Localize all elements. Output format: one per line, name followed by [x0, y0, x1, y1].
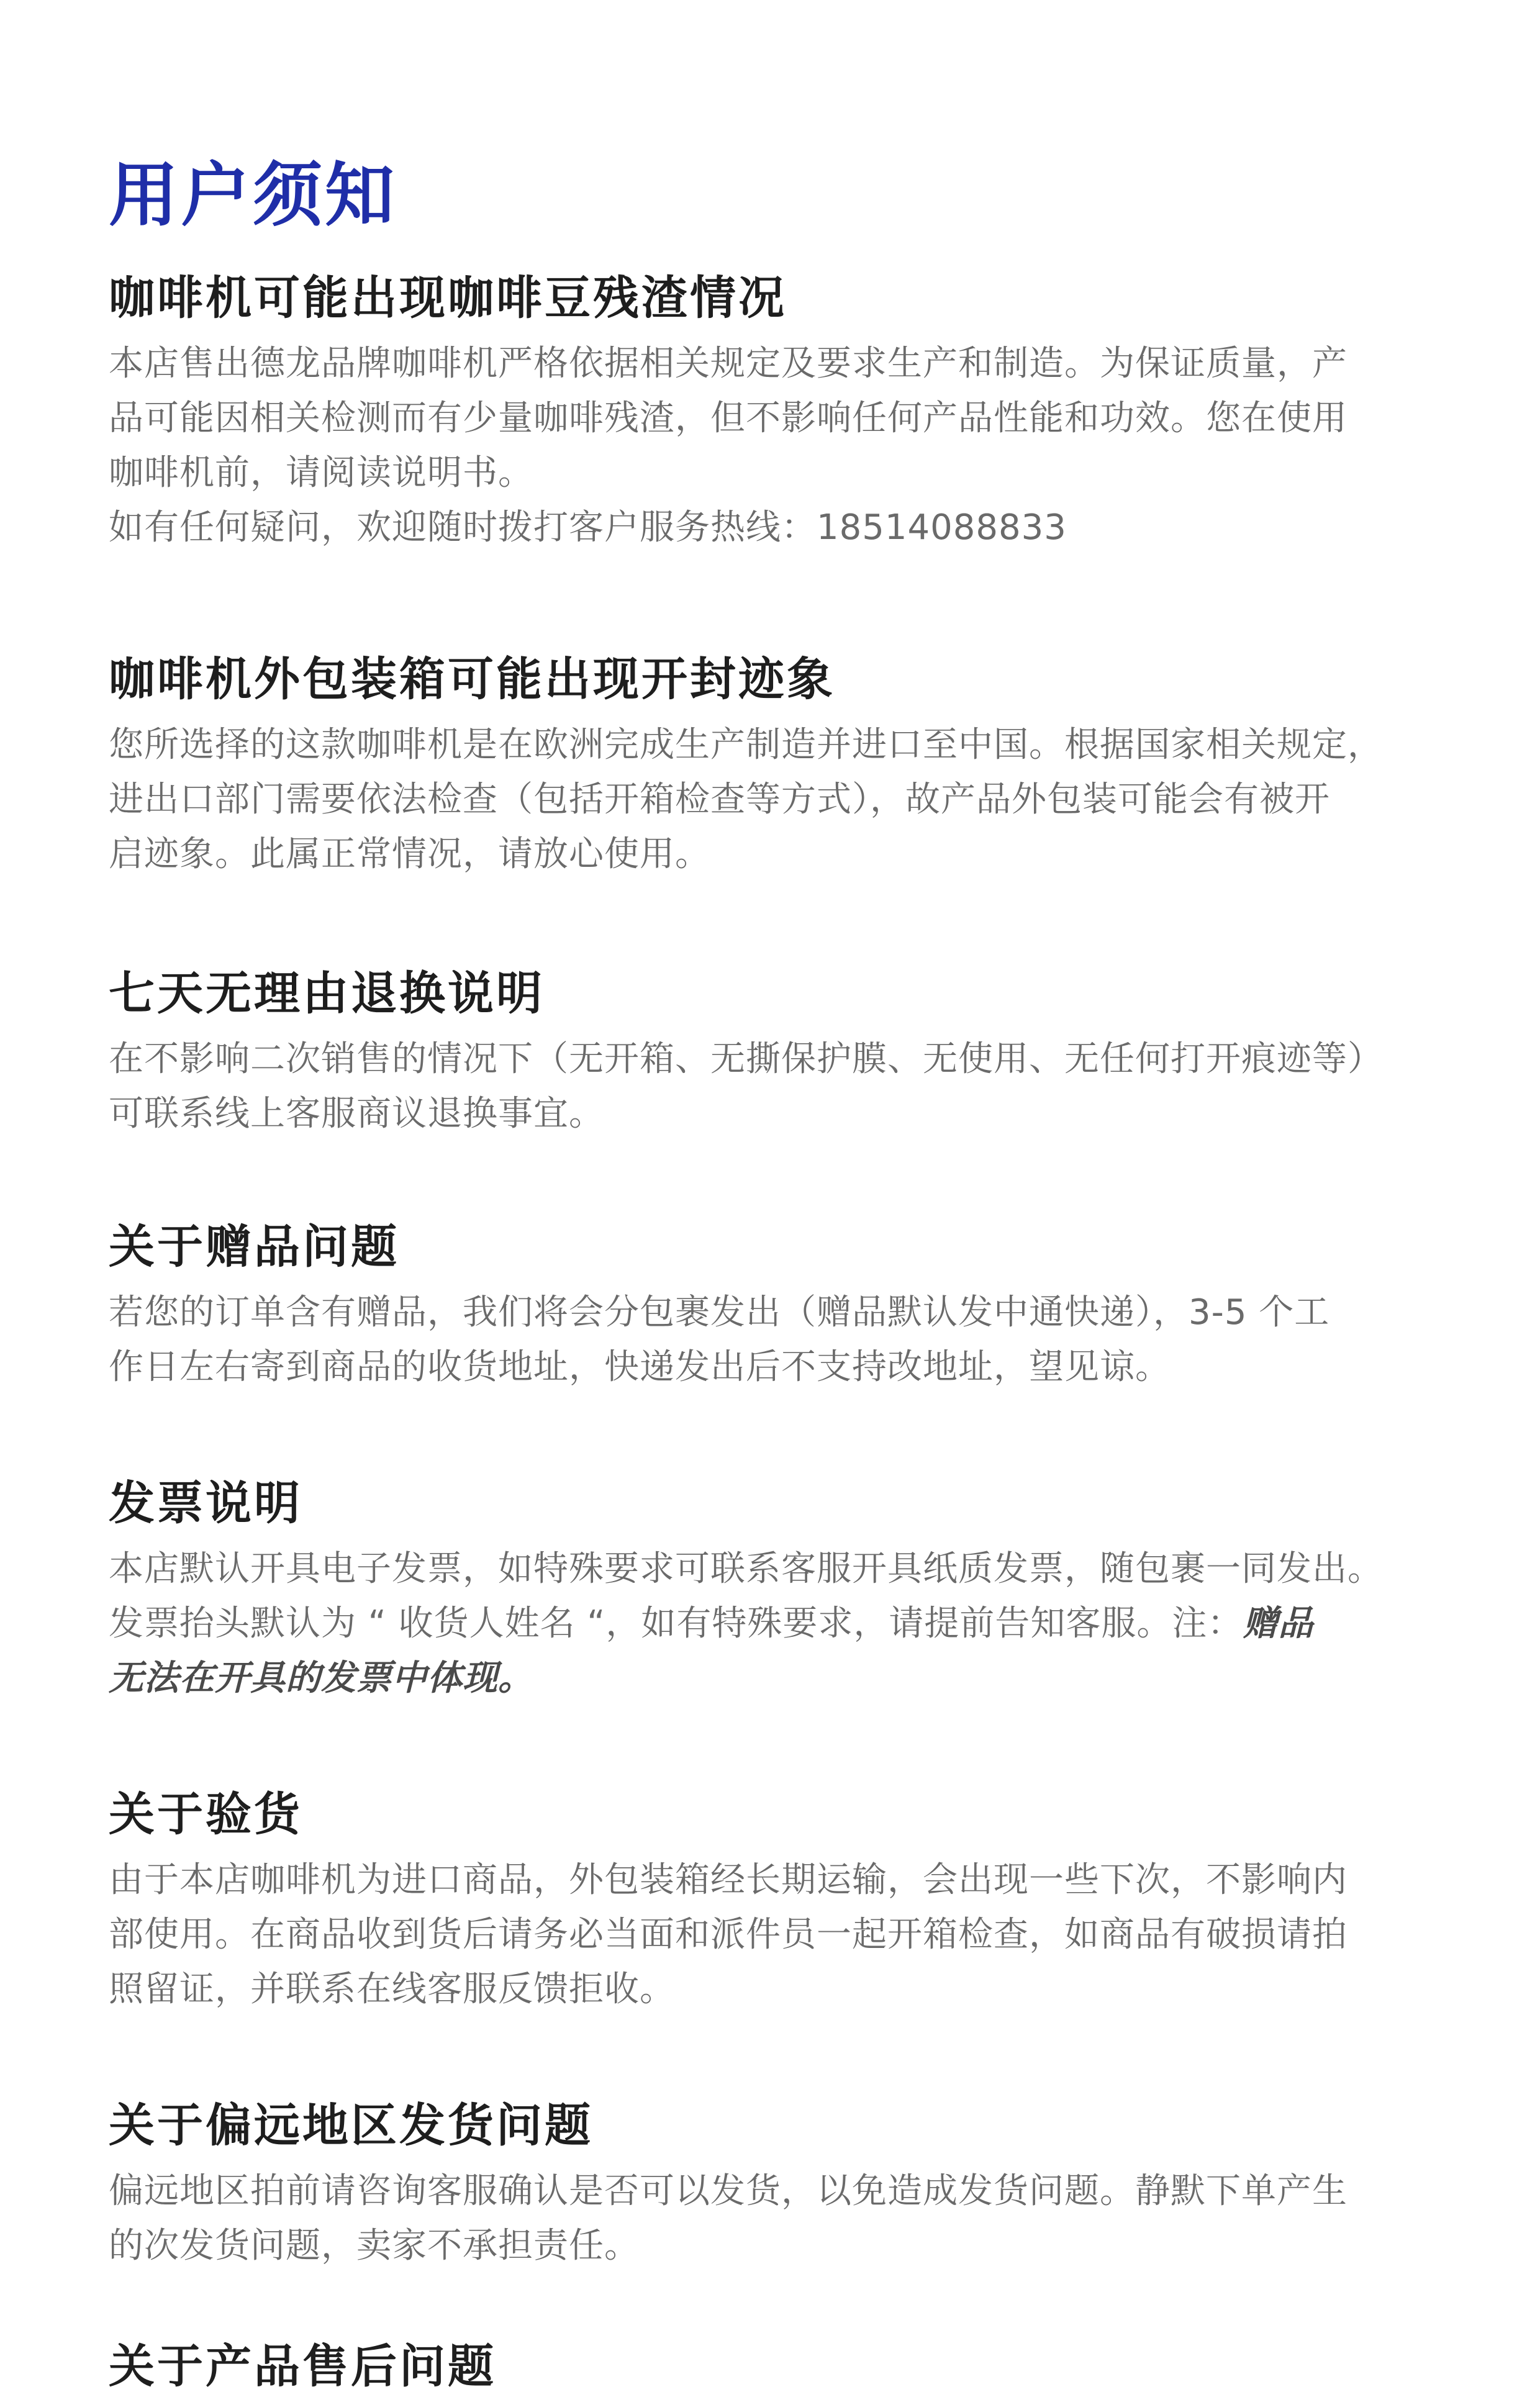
section-remote-areas [109, 2095, 1444, 2273]
section-body [109, 1285, 1444, 1395]
section-heading: 七天无理由退换说明 [109, 967, 545, 1020]
invoice-emphasis-inline: 赠品 [1243, 1603, 1314, 1644]
section-heading: 关于赠品问题 [109, 1220, 399, 1274]
section-coffee-residue [109, 267, 1444, 555]
hotline-line: 如有任何疑问，欢迎随时拨打客户服务热线：18514088833 [109, 507, 1067, 548]
section-heading: 咖啡机可能出现咖啡豆残渣情况 [109, 271, 787, 325]
section-heading: 关于偏远地区发货问题 [109, 2099, 593, 2152]
section-body [109, 718, 1444, 882]
section-body [109, 337, 1444, 555]
section-gifts [109, 1216, 1444, 1395]
section-package-opened [109, 648, 1444, 882]
section-body [109, 1032, 1444, 1141]
body-line: 部使用。在商品收到货后请务必当面和派件员一起开箱检查，如商品有破损请拍 [109, 1914, 1348, 1955]
body-line: 由于本店咖啡机为进口商品，外包装箱经长期运输，会出现一些下次，不影响内 [109, 1860, 1348, 1900]
body-line: 的次发货问题，卖家不承担责任。 [109, 2226, 640, 2266]
section-invoice [109, 1472, 1444, 1706]
body-line: 在不影响二次销售的情况下（无开箱、无撕保护膜、无使用、无任何打开痕迹等） [109, 1039, 1383, 1079]
body-line: 品可能因相关检测而有少量咖啡残渣，但不影响任何产品性能和功效。您在使用 [109, 398, 1348, 438]
section-after-sales [109, 2335, 1444, 2398]
section-body [109, 1853, 1444, 2017]
body-line: 照留证，并联系在线客服反馈拒收。 [109, 1969, 675, 2009]
body-line: 启迹象。此属正常情况，请放心使用。 [109, 834, 710, 874]
body-line: 本店售出德龙品牌咖啡机严格依据相关规定及要求生产和制造。为保证质量，产 [109, 343, 1348, 384]
body-line: 若您的订单含有赠品，我们将会分包裹发出（赠品默认发中通快递），3-5 个工 [109, 1292, 1330, 1333]
section-heading: 咖啡机外包装箱可能出现开封迹象 [109, 653, 835, 706]
body-line: 发票抬头默认为 “ 收货人姓名 “，如有特殊要求，请提前告知客服。注： [109, 1603, 1243, 1644]
section-heading: 关于验货 [109, 1788, 302, 1841]
body-line: 进出口部门需要依法检查（包括开箱检查等方式），故产品外包装可能会有被开 [109, 779, 1330, 820]
section-seven-day-return [109, 962, 1444, 1141]
body-line: 偏远地区拍前请咨询客服确认是否可以发货，以免造成发货问题。静默下单产生 [109, 2171, 1348, 2211]
section-heading: 发票说明 [109, 1477, 302, 1530]
section-inspection [109, 1783, 1444, 2017]
section-body [109, 2164, 1444, 2273]
section-body [109, 1542, 1444, 1706]
invoice-emphasis-line: 无法在开具的发票中体现。 [109, 1658, 533, 1698]
user-notice-page [109, 149, 1444, 2405]
page-title: 用户须知 [109, 155, 397, 236]
body-line: 作日左右寄到商品的收货地址，快递发出后不支持改地址，望见谅。 [109, 1347, 1171, 1387]
body-line: 本店默认开具电子发票，如特殊要求可联系客服开具纸质发票，随包裹一同发出。 [109, 1549, 1383, 1589]
body-line: 您所选择的这款咖啡机是在欧洲完成生产制造并进口至中国。根据国家相关规定， [109, 725, 1383, 765]
body-line: 咖啡机前，请阅读说明书。 [109, 453, 533, 493]
body-line: 可联系线上客服商议退换事宜。 [109, 1094, 604, 1134]
section-heading: 关于产品售后问题 [109, 2340, 496, 2393]
